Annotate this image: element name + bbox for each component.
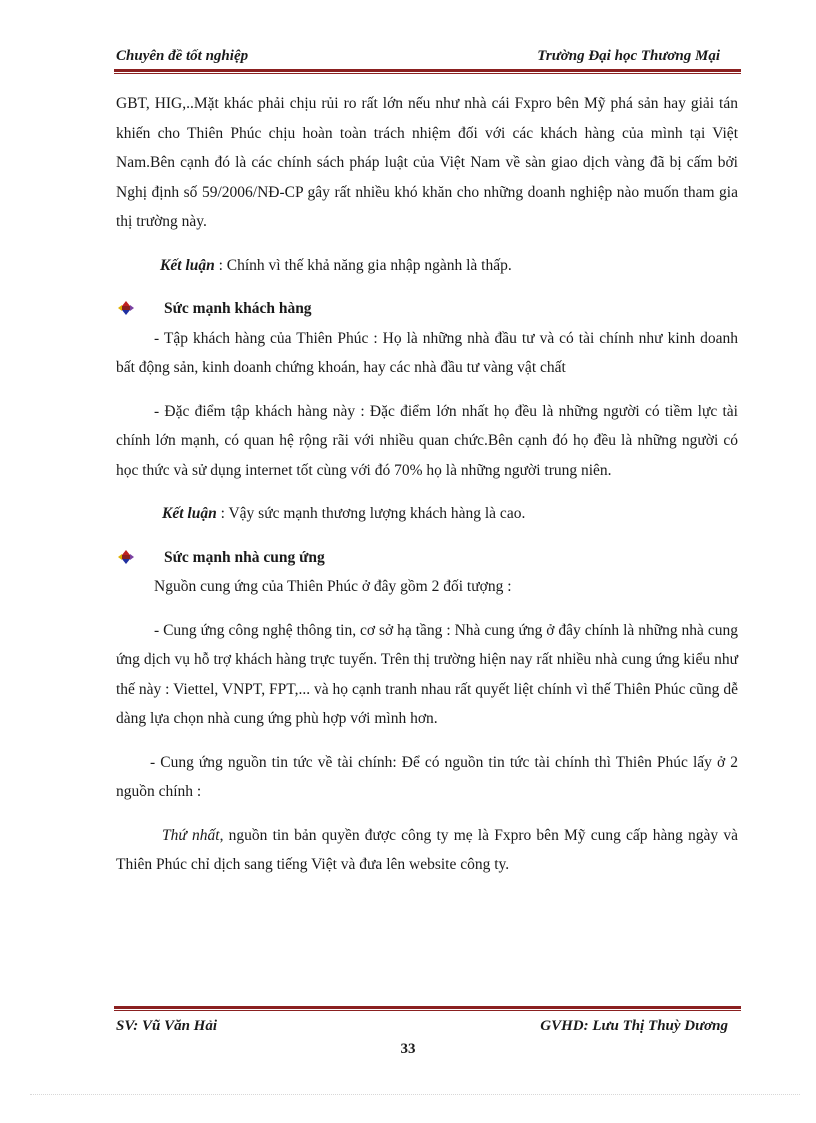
section-heading: Sức mạnh khách hàng xyxy=(116,294,738,324)
header-right: Trường Đại học Thương Mại xyxy=(537,48,720,64)
footer-rule xyxy=(114,1006,741,1011)
paragraph: GBT, HIG,..Mặt khác phải chịu rủi ro rất lớn nếu như nhà cái Fxpro bên Mỹ phá sản hay giải tán khiến cho Thiên Phúc chịu hoàn toàn trách nhiệm đối với các khách hàng của mình tại Việt Nam.Bên cạnh đó là các chính sách pháp luật của Việt Nam về sàn giao dịch vàng đã bị cấm bởi Nghị định số 59/2006/NĐ-CP gây rất nhiều khó khăn cho những doanh nghiệp nào muốn tham gia thị trường này. xyxy=(116,95,738,230)
page-edge-divider xyxy=(30,1094,800,1095)
bullet-arrow-icon xyxy=(118,301,134,315)
footer-left: SV: Vũ Văn Hải xyxy=(116,1018,218,1034)
paragraph: - Cung ứng công nghệ thông tin, cơ sở hạ tầng : Nhà cung ứng ở đây chính là những nhà cung ứng dịch vụ hỗ trợ khách hàng trực tuyến. Trên thị trường hiện nay rất nhiều nhà cung ứng kiểu như thế này : Viettel, VNPT, FPT,... và họ cạnh tranh nhau rất quyết liệt chính vì thế Thiên Phúc cũng dễ dàng lựa chọn nhà cung ứng phù hợp với mình hơn. xyxy=(116,621,738,727)
paragraph: - Cung ứng nguồn tin tức về tài chính: Để có nguồn tin tức tài chính thì Thiên Phúc lấy ở 2 nguồn chính : xyxy=(116,753,738,800)
page-number: 33 xyxy=(400,1041,416,1057)
paragraph: Thứ nhất, nguồn tin bản quyền được công ty mẹ là Fxpro bên Mỹ cung cấp hàng ngày và Thiên Phúc chỉ dịch sang tiếng Việt và đưa lên website công ty. xyxy=(116,826,738,873)
emphasis: Thứ nhất xyxy=(162,826,220,844)
header-rule xyxy=(114,69,741,74)
header-left: Chuyên đề tốt nghiệp xyxy=(116,48,249,64)
section-heading: Sức mạnh nhà cung ứng xyxy=(116,543,738,573)
conclusion xyxy=(116,251,738,281)
paragraph: Nguồn cung ứng của Thiên Phúc ở đây gồm 2 đối tượng : xyxy=(154,578,512,595)
page-content xyxy=(116,89,738,880)
conclusion xyxy=(116,499,738,529)
conclusion-text: : Chính vì thế khả năng gia nhập ngành là thấp. xyxy=(214,256,512,274)
conclusion-label: Kết luận xyxy=(160,256,215,274)
bullet-arrow-icon xyxy=(118,550,134,564)
conclusion-label: Kết luận xyxy=(162,505,217,522)
footer-right: GVHD: Lưu Thị Thuỳ Dương xyxy=(540,1018,728,1034)
conclusion-text: : Vậy sức mạnh thương lượng khách hàng là cao. xyxy=(216,505,526,522)
paragraph: - Tập khách hàng của Thiên Phúc : Họ là những nhà đầu tư và có tài chính như kinh doanh bất động sản, kinh doanh chứng khoán, hay các nhà đầu tư vàng vật chất xyxy=(116,329,738,376)
paragraph: - Đặc điểm tập khách hàng này : Đặc điểm lớn nhất họ đều là những người có tiềm lực tài chính lớn mạnh, có quan hệ rộng rãi với nhiều quan chức.Bên cạnh đó họ đều là những người có học thức và sử dụng internet tốt cùng với đó 70% họ là những người trung niên. xyxy=(116,402,738,479)
